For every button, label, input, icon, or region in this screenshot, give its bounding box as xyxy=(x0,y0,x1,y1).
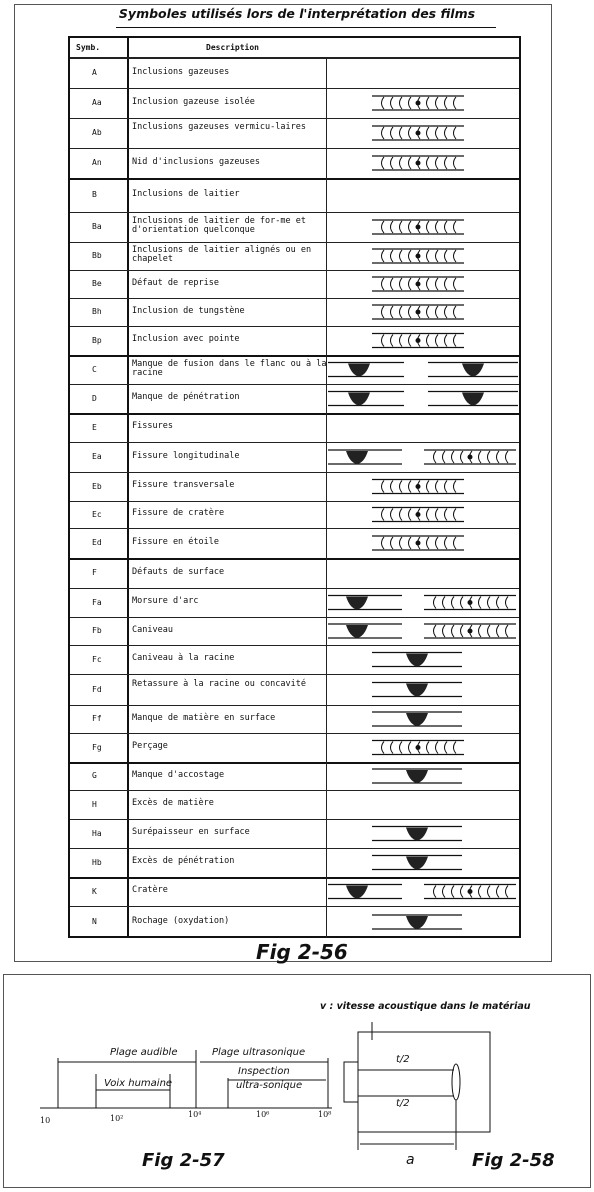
row-description: Inclusions de laitier xyxy=(132,188,240,199)
row-symbol-code: Ec xyxy=(92,509,102,519)
label-plage-ultrasonique: Plage ultrasonique xyxy=(212,1047,306,1058)
label-vitesse: v : vitesse acoustique dans le matériau xyxy=(320,1001,531,1012)
fig-2-56-caption: Fig 2-56 xyxy=(256,940,348,964)
tick-10-2: 10² xyxy=(110,1114,124,1123)
row-description: Surépaisseur en surface xyxy=(132,827,250,837)
row-description: Fissure en étoile xyxy=(132,536,219,547)
row-symbol-code: B xyxy=(92,190,97,199)
row-description: Manque d'accostage xyxy=(132,769,225,780)
row-description: Manque de fusion dans le flanc ou à la racine xyxy=(132,358,327,378)
label-plage-audible: Plage audible xyxy=(110,1047,178,1058)
row-description: Fissures xyxy=(132,421,173,431)
row-description: Inclusion avec pointe xyxy=(132,334,240,344)
row-symbol-code: H xyxy=(92,799,97,809)
row-description: Cratère xyxy=(132,885,168,895)
row-symbol-code: Bh xyxy=(92,307,102,316)
row-description: Inclusions gazeuses xyxy=(132,66,230,77)
row-symbol-code: Bb xyxy=(92,251,102,260)
row-symbol-code: Fg xyxy=(92,742,102,752)
row-symbol-code: Ba xyxy=(92,222,102,231)
row-description: Caniveau xyxy=(132,624,173,635)
fig-2-57-caption: Fig 2-57 xyxy=(142,1150,225,1171)
tick-10-4: 10⁴ xyxy=(188,1110,202,1119)
row-symbol-code: E xyxy=(92,422,97,432)
row-symbol-code: Fb xyxy=(92,626,102,635)
row-symbol-code: Fa xyxy=(92,597,102,607)
row-description: Rochage (oxydation) xyxy=(132,915,230,926)
row-description: Morsure d'arc xyxy=(132,596,199,606)
tick-10-6: 10⁶ xyxy=(256,1110,270,1119)
row-symbol-code: Ha xyxy=(92,828,102,838)
row-description: Nid d'inclusions gazeuses xyxy=(132,156,260,167)
tick-10: 10 xyxy=(40,1116,51,1125)
row-description: Inclusions de laitier de for-me et d'orientation quelconque xyxy=(132,216,306,235)
row-description: Manque de matière en surface xyxy=(132,712,276,723)
row-description: Caniveau à la racine xyxy=(132,653,235,663)
row-symbol-code: A xyxy=(92,68,97,77)
row-symbol-code: K xyxy=(92,886,97,896)
row-description: Inclusion de tungstène xyxy=(132,305,245,316)
row-symbol-code: Eb xyxy=(92,481,102,491)
label-t2-bottom: t/2 xyxy=(396,1098,410,1109)
header-symb: Symb. xyxy=(76,43,101,52)
row-symbol-code: Be xyxy=(92,279,102,288)
row-description: Défaut de reprise xyxy=(132,277,219,288)
row-description: Manque de pénétration xyxy=(132,392,240,402)
row-symbol-code: An xyxy=(92,158,102,167)
row-symbol-code: Aa xyxy=(92,98,102,107)
label-inspection: Inspection xyxy=(238,1066,290,1077)
row-symbol-code: Fc xyxy=(92,654,102,664)
header-description: Description xyxy=(206,43,259,52)
row-description: Fissure de cratère xyxy=(132,508,225,518)
label-t2-top: t/2 xyxy=(396,1054,410,1065)
row-symbol-code: Ea xyxy=(92,452,102,461)
row-symbol-code: Hb xyxy=(92,857,102,867)
table-title: Symboles utilisés lors de l'interprétation des films xyxy=(118,6,476,21)
row-description: Inclusions gazeuses vermicu-laires xyxy=(132,122,306,132)
row-description: Fissure longitudinale xyxy=(132,450,240,461)
fig-2-58-caption: Fig 2-58 xyxy=(472,1150,555,1171)
row-symbol-code: Fd xyxy=(92,684,102,694)
label-voix-humaine: Voix humaine xyxy=(104,1078,173,1089)
row-symbol-code: C xyxy=(92,364,97,374)
row-symbol-code: Ff xyxy=(92,714,102,723)
row-description: Excès de matière xyxy=(132,798,214,808)
row-description: Défauts de surface xyxy=(132,566,225,577)
row-symbol-code: G xyxy=(92,771,97,780)
row-description: Inclusions de laitier alignés ou en chapelet xyxy=(132,245,312,264)
row-symbol-code: D xyxy=(92,393,97,403)
label-ultra-sonique: ultra-sonique xyxy=(236,1080,303,1091)
row-symbol-code: Ed xyxy=(92,538,102,547)
row-symbol-code: Bp xyxy=(92,335,102,345)
row-description: Fissure transversale xyxy=(132,480,235,490)
row-symbol-code: Ab xyxy=(92,128,102,137)
row-symbol-code: F xyxy=(92,568,97,577)
row-description: Inclusion gazeuse isolée xyxy=(132,96,255,107)
row-description: Perçage xyxy=(132,741,168,751)
row-description: Retassure à la racine ou concavité xyxy=(132,678,306,689)
tick-10-8: 10⁸ xyxy=(318,1110,332,1119)
label-a: a xyxy=(406,1152,415,1168)
row-symbol-code: N xyxy=(92,917,97,926)
row-description: Excès de pénétration xyxy=(132,856,235,866)
